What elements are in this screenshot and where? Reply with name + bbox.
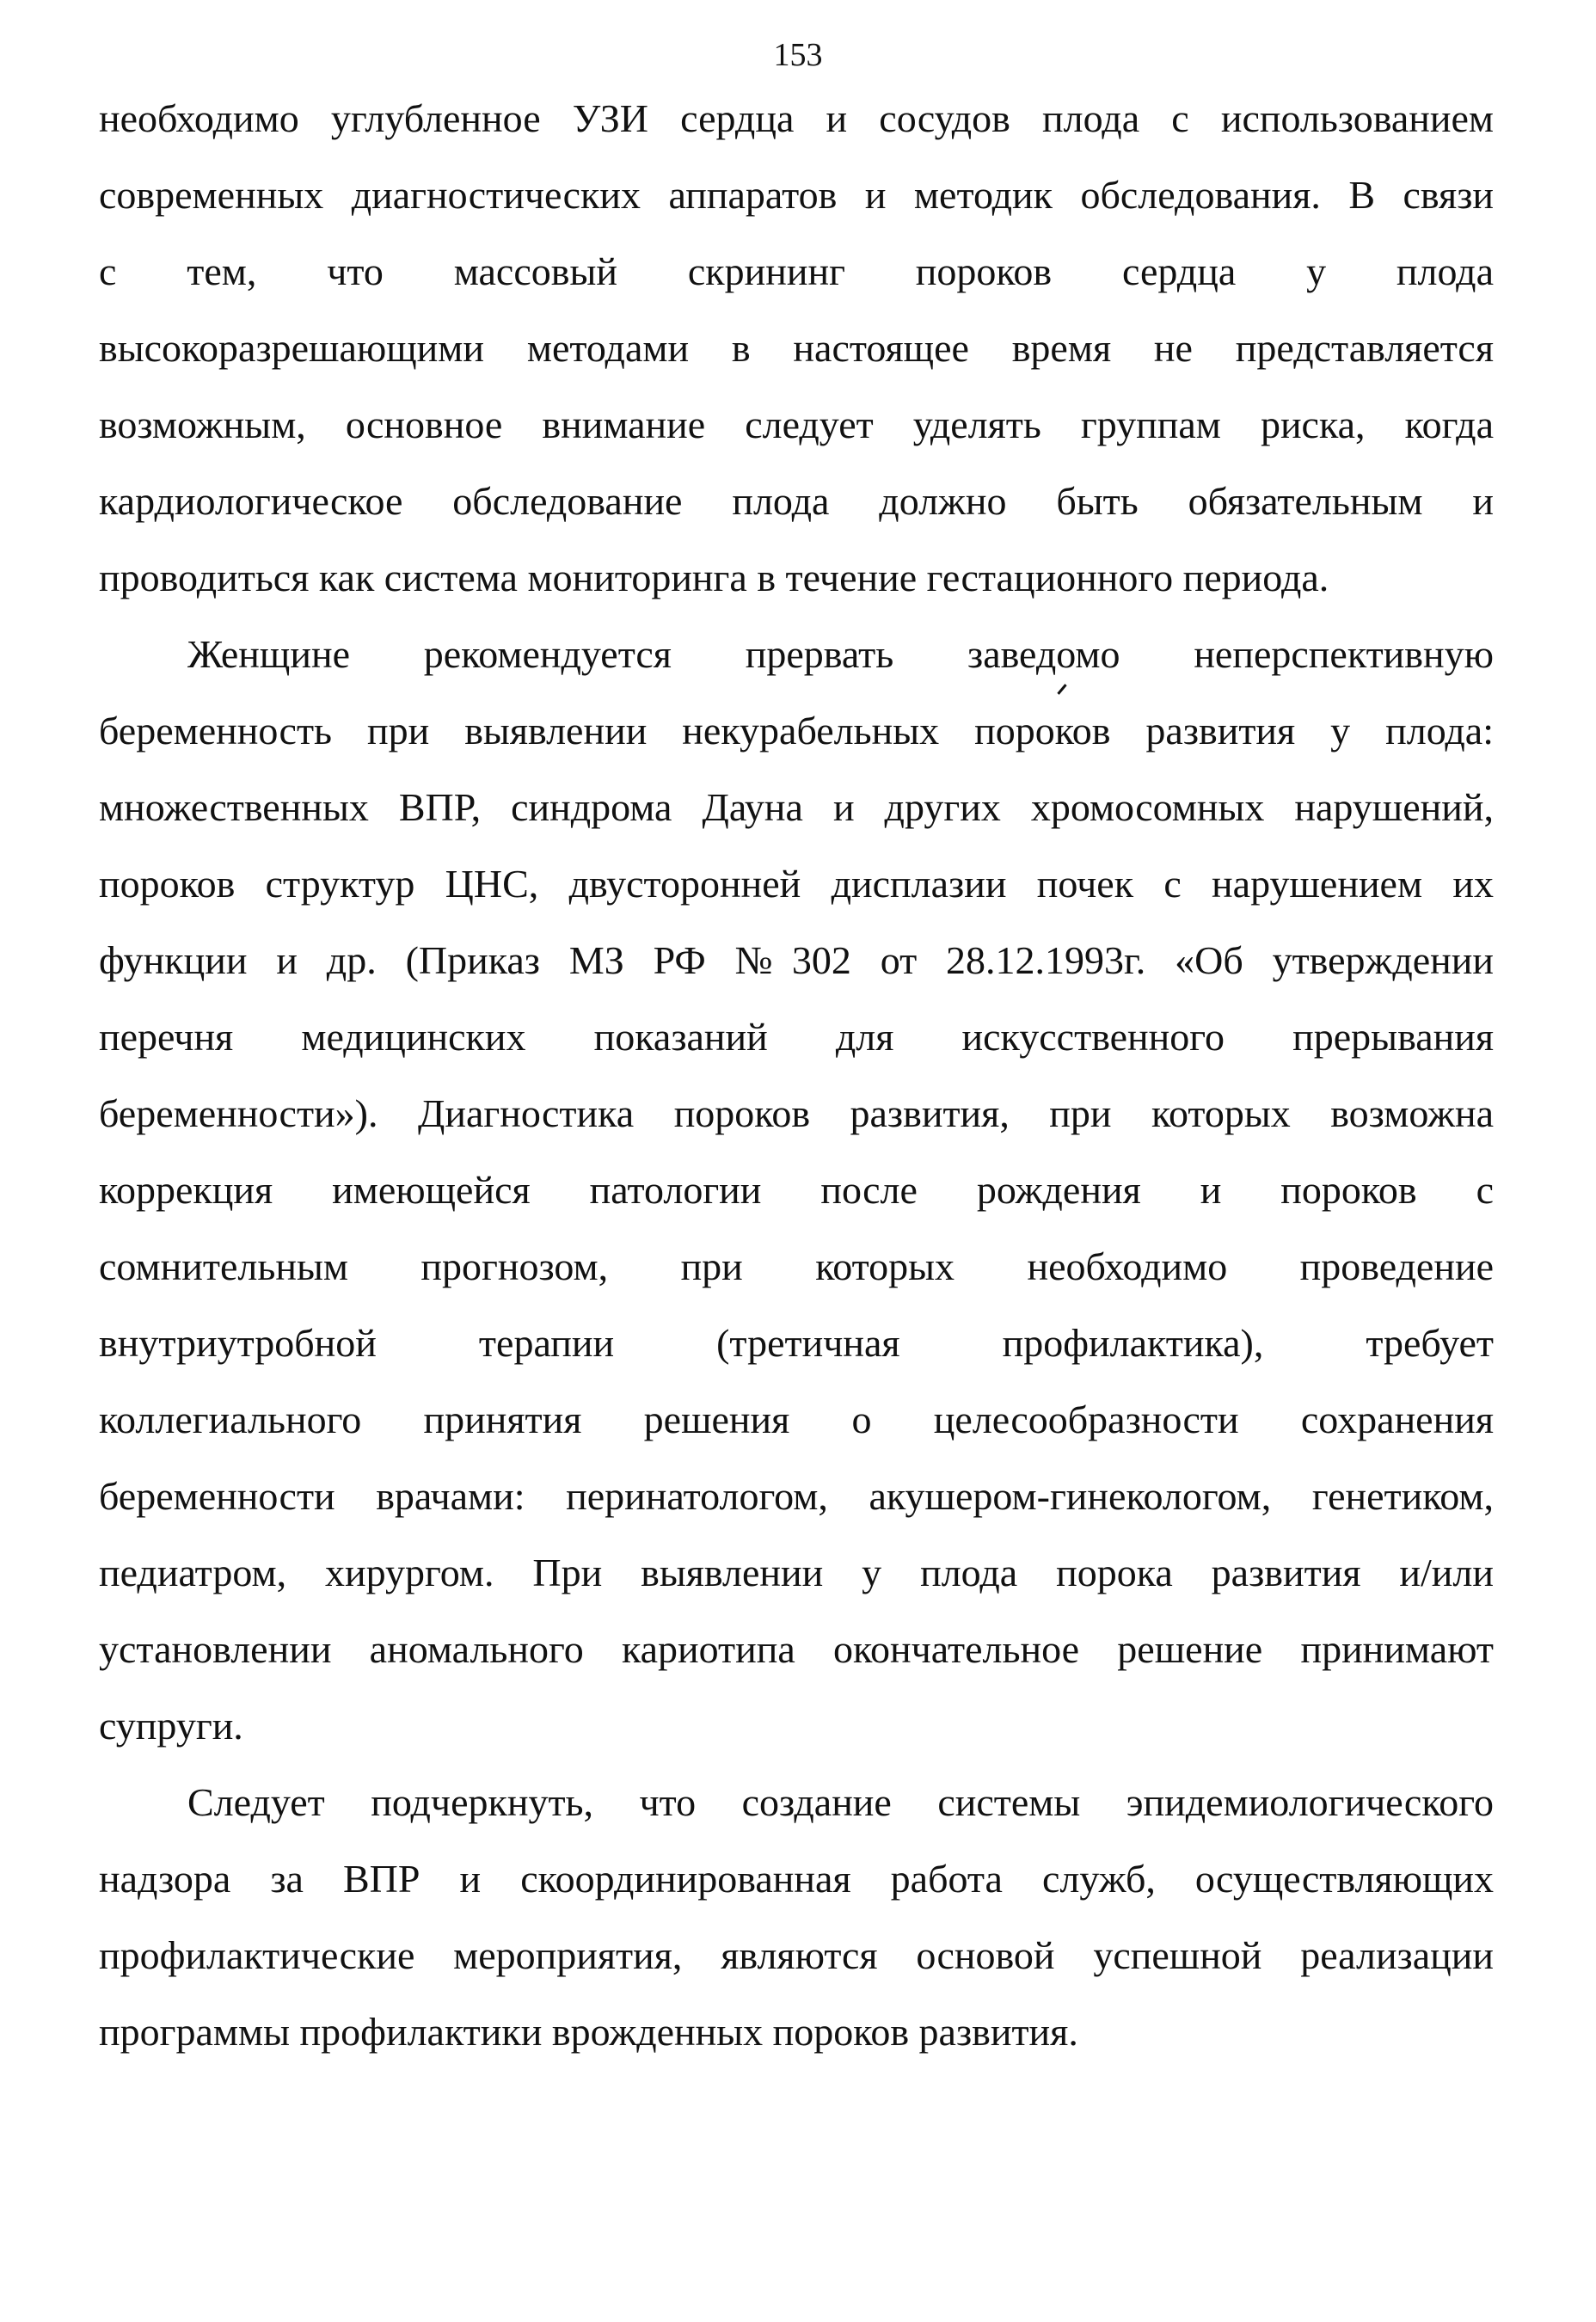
- text-line: педиатром, хирургом. При выявлении у плода порока развития и/или: [99, 1551, 1494, 1594]
- text-line: коллегиального принятия решения о целесообразности сохранения: [99, 1398, 1494, 1441]
- text-line: Следует подчеркнуть, что создание системы эпидемиологического: [187, 1780, 1494, 1824]
- text-line: супруги.: [99, 1704, 243, 1748]
- text-line: перечня медицинских показаний для искусственного прерывания: [99, 1015, 1494, 1059]
- text-line: пороков структур ЦНС, двусторонней дисплазии почек с нарушением их: [99, 862, 1494, 906]
- text-line: программы профилактики врожденных пороков развития.: [99, 2010, 1078, 2054]
- text-line: возможным, основное внимание следует уделять группам риска, когда: [99, 402, 1494, 446]
- text-line: необходимо углубленное УЗИ сердца и сосудов плода с использованием: [99, 96, 1494, 140]
- stray-ink-mark: [1057, 684, 1066, 695]
- text-line: сомнительным прогнозом, при которых необходимо проведение: [99, 1244, 1494, 1288]
- text-line: кардиологическое обследование плода должно быть обязательным и: [99, 479, 1494, 523]
- text-line: надзора за ВПР и скоординированная работа служб, осуществляющих: [99, 1857, 1494, 1901]
- text-line: коррекция имеющейся патологии после рождения и пороков с: [99, 1168, 1494, 1212]
- text-line: профилактические мероприятия, являются основой успешной реализации: [99, 1933, 1494, 1977]
- text-line: функции и др. (Приказ МЗ РФ №302 от 28.12.1993г. «Об утверждении: [99, 938, 1494, 982]
- text-line: беременности»). Диагностика пороков развития, при которых возможна: [99, 1091, 1494, 1135]
- text-line: современных диагностических аппаратов и методик обследования. В связи: [99, 173, 1494, 217]
- page-number: 153: [773, 37, 823, 73]
- text-line: внутриутробной терапии (третичная профилактика), требует: [99, 1321, 1494, 1365]
- text-line: с тем, что массовый скрининг пороков сердца у плода: [99, 249, 1494, 293]
- text-line: беременности врачами: перинатологом, акушером-гинекологом, генетиком,: [99, 1474, 1494, 1518]
- text-line: Женщине рекомендуется прервать заведомо неперспективную: [187, 632, 1494, 676]
- text-line: беременность при выявлении некурабельных пороков развития у плода:: [99, 709, 1494, 752]
- text-line: множественных ВПР, синдрома Дауна и других хромосомных нарушений,: [99, 785, 1494, 829]
- text-line: установлении аномального кариотипа окончательное решение принимают: [99, 1627, 1494, 1671]
- text-line: высокоразрешающими методами в настоящее время не представляется: [99, 326, 1494, 370]
- text-line: проводиться как система мониторинга в течение гестационного периода.: [99, 556, 1329, 599]
